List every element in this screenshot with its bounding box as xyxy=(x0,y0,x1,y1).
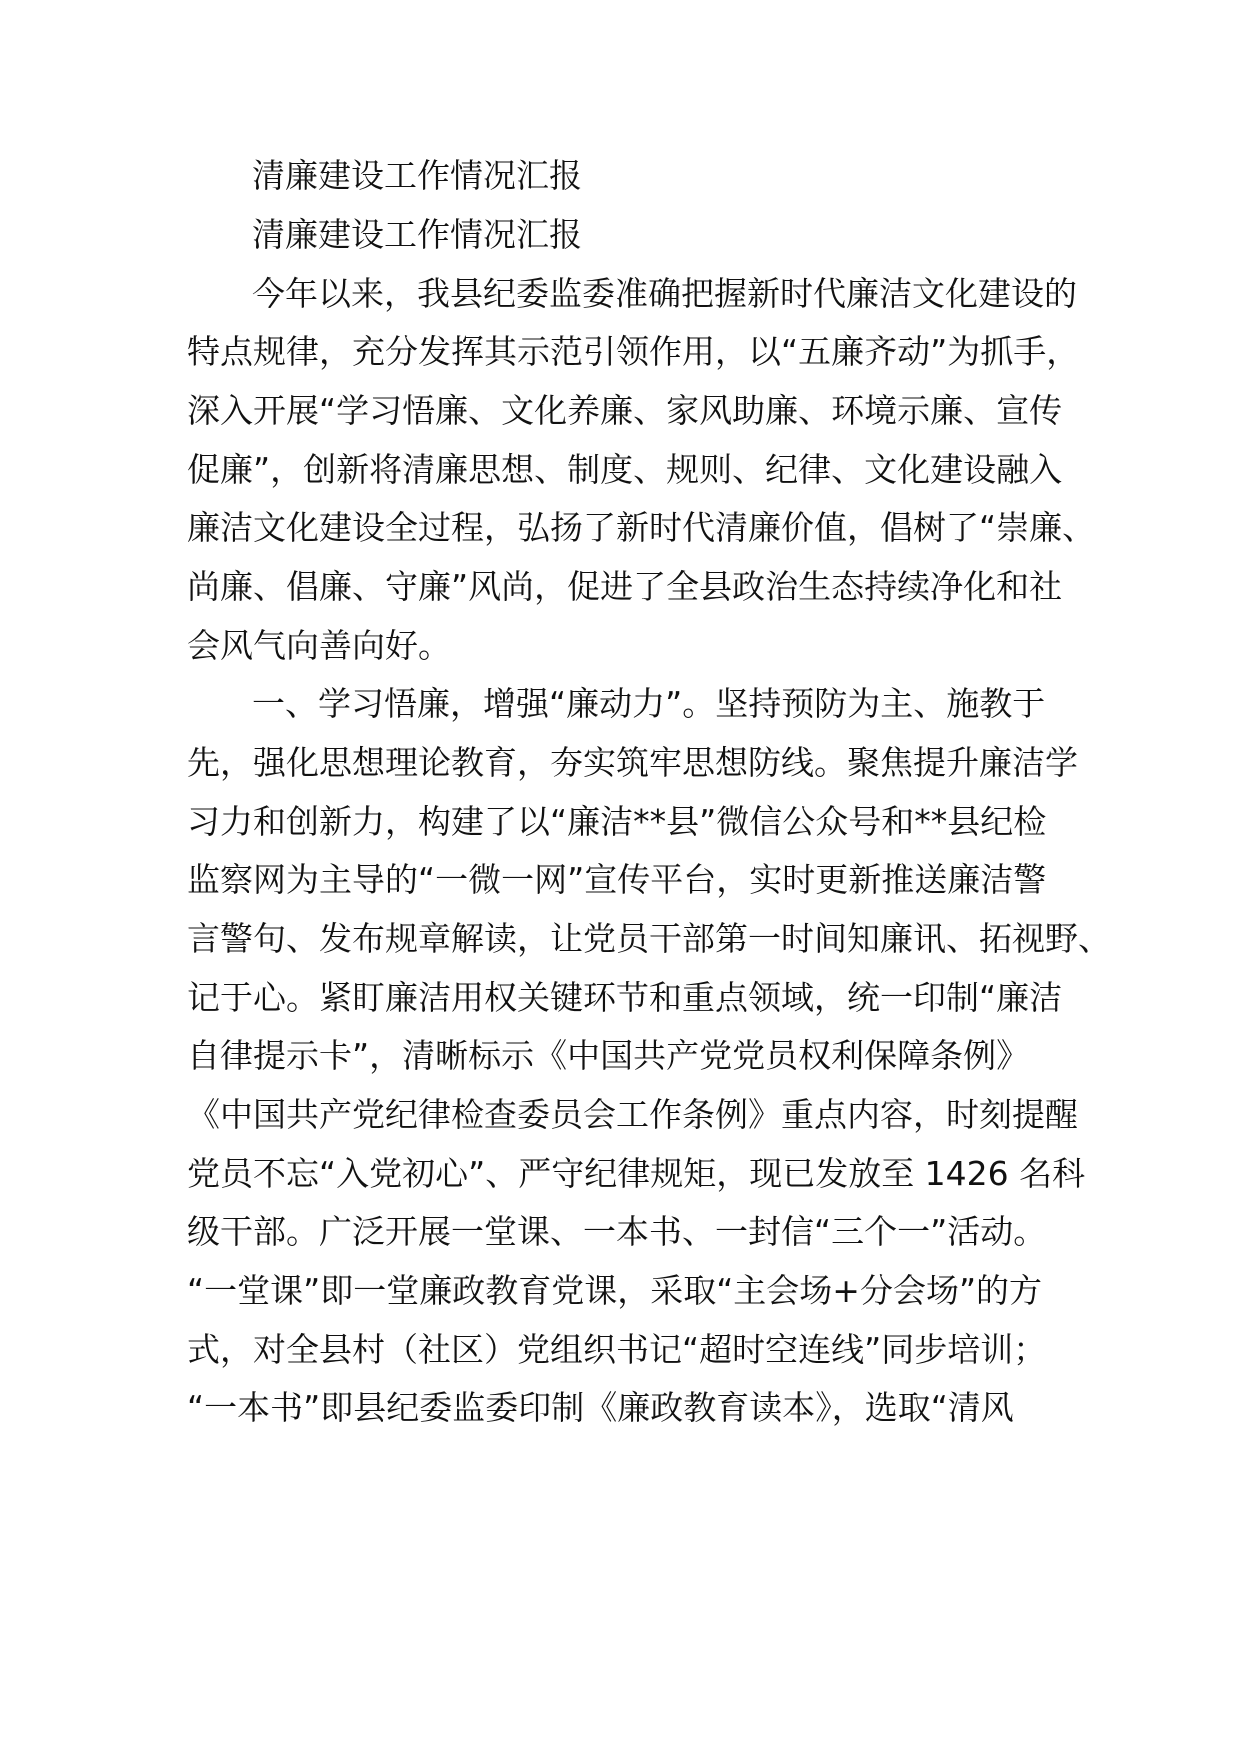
text-line: 会风气向善向好。 xyxy=(187,626,451,665)
text-line: 自律提示卡”，清晰标示《中国共产党党员权利保障条例》 xyxy=(187,1036,1030,1075)
text-line: 记于心。紧盯廉洁用权关键环节和重点领域，统一印制“廉洁 xyxy=(187,978,1063,1017)
text-line: 监察网为主导的“一微一网”宣传平台，实时更新推送廉洁警 xyxy=(187,860,1047,899)
text-line: 今年以来，我县纪委监委准确把握新时代廉洁文化建设的 xyxy=(252,274,1077,313)
text-line: 习力和创新力，构建了以“廉洁**县”微信公众号和**县纪检 xyxy=(187,802,1047,841)
text-line: 级干部。广泛开展一堂课、一本书、一封信“三个一”活动。 xyxy=(187,1212,1047,1251)
text-line: “一堂课”即一堂廉政教育党课，采取“主会场+分会场”的方 xyxy=(187,1271,1043,1310)
section-heading-line: 一、学习悟廉，增强“廉动力”。坚持预防为主、施教于 xyxy=(252,684,1046,723)
document-title: 清廉建设工作情况汇报 xyxy=(252,156,582,195)
text-line: 特点规律，充分发挥其示范引领作用，以“五廉齐动”为抓手， xyxy=(187,332,1080,371)
text-line: 式，对全县村（社区）党组织书记“超时空连线”同步培训； xyxy=(187,1330,1047,1369)
text-line: 《中国共产党纪律检查委员会工作条例》重点内容，时刻提醒 xyxy=(187,1095,1078,1134)
text-line: 尚廉、倡廉、守廉”风尚，促进了全县政治生态持续净化和社 xyxy=(187,567,1063,606)
text-line: 深入开展“学习悟廉、文化养廉、家风助廉、环境示廉、宣传 xyxy=(187,391,1063,430)
text-line: 促廉”，创新将清廉思想、制度、规则、纪律、文化建设融入 xyxy=(187,450,1063,489)
text-line: 先，强化思想理论教育，夯实筑牢思想防线。聚焦提升廉洁学 xyxy=(187,743,1078,782)
document-subtitle: 清廉建设工作情况汇报 xyxy=(252,215,582,254)
text-line: 廉洁文化建设全过程，弘扬了新时代清廉价值，倡树了“崇廉、 xyxy=(187,508,1096,547)
text-line: 言警句、发布规章解读，让党员干部第一时间知廉讯、拓视野、 xyxy=(187,919,1111,958)
text-line: 党员不忘“入党初心”、严守纪律规矩，现已发放至 1426 名科 xyxy=(187,1154,1086,1193)
text-line: “一本书”即县纪委监委印制《廉政教育读本》，选取“清风 xyxy=(187,1388,1014,1427)
